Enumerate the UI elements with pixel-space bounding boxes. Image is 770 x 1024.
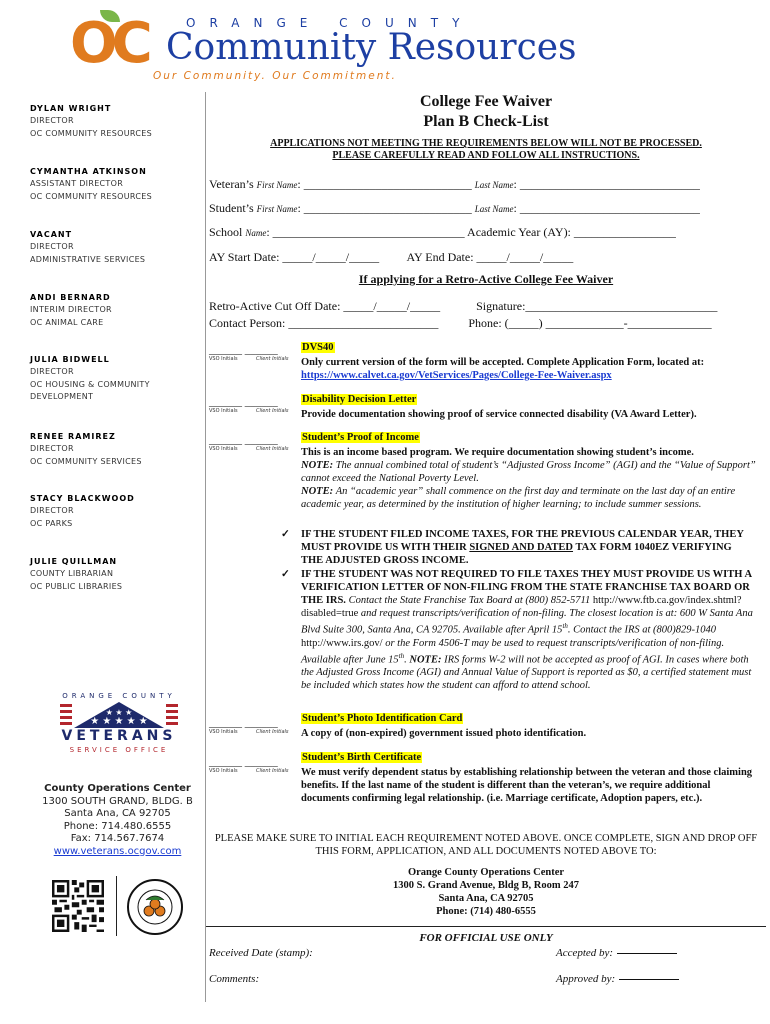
approved-by-label: Approved by: xyxy=(556,973,616,985)
county-seal-icon xyxy=(126,878,184,936)
retro-cutoff-row xyxy=(209,299,717,314)
accepted-by-field[interactable] xyxy=(556,947,677,959)
staff-title: DIRECTOR xyxy=(30,116,74,125)
official-use-divider xyxy=(206,926,766,927)
school-name-field[interactable]: : ________________________________ xyxy=(266,225,465,239)
phone-area-code-field[interactable]: _____ xyxy=(508,316,539,330)
staff-entry xyxy=(30,555,122,593)
disability-text: Provide documentation showing proof of service connected disability (VA Award Letter). xyxy=(301,409,697,420)
oc-logo xyxy=(70,11,147,76)
staff-dept: OC COMMUNITY SERVICES xyxy=(30,456,142,466)
staff-title: COUNTY LIBRARIAN xyxy=(30,569,114,578)
accepted-by-label: Accepted by: xyxy=(556,947,614,959)
staff-name: STACY BLACKWOOD xyxy=(30,494,135,503)
staff-dept: OC PARKS xyxy=(30,518,73,528)
last-name-label: Last Name xyxy=(474,204,514,214)
requirement-title: Student’s Proof of Income xyxy=(302,432,419,443)
checklist-text xyxy=(301,528,756,567)
initials-block xyxy=(209,717,299,735)
ftb-link[interactable]: http://www.ftb.ca.gov/index.shtml?disabled=true xyxy=(301,595,742,619)
note-label: NOTE: xyxy=(301,486,334,497)
staff-title: DIRECTOR xyxy=(30,367,74,376)
initials-labels xyxy=(209,408,303,414)
superscript-th: th xyxy=(398,651,405,660)
veteran-first-name-field[interactable]: : ____________________________ xyxy=(297,177,472,191)
student-name-row xyxy=(209,201,700,216)
requirement-title: Student’s Birth Certificate xyxy=(302,752,422,763)
warning-notice xyxy=(206,138,766,161)
first-name-label: First Name xyxy=(256,204,298,214)
veterans-logo-title: VETERANS xyxy=(61,728,177,744)
ops-address-1: 1300 SOUTH GRAND, BLDG. B xyxy=(42,795,193,807)
veteran-label: Veteran’s xyxy=(209,177,254,191)
staff-dept: OC HOUSING & COMMUNITY xyxy=(30,379,150,389)
checkmark-icon: ✓ xyxy=(281,569,290,580)
requirement-title: Student’s Photo Identification Card xyxy=(302,713,463,724)
staff-name: JULIA BIDWELL xyxy=(30,355,110,364)
initials-block xyxy=(209,756,299,774)
staff-name: RENEE RAMIREZ xyxy=(30,432,116,441)
non-filing-note-c: . Contact the IRS at (800)829-1040 xyxy=(567,624,717,636)
phone-number-field[interactable]: ) _____________-______________ xyxy=(538,316,712,330)
income-text: This is an income based program. We require documentation showing student’s income. xyxy=(301,447,694,458)
client-initials-label: Client Initials xyxy=(256,356,289,362)
logo-title: Community Resources xyxy=(166,27,577,68)
staff-name: CYMANTHA ATKINSON xyxy=(30,167,147,176)
oc-logo-text: OC xyxy=(70,11,147,76)
ay-dates-row xyxy=(209,250,573,265)
logo-county: ORANGE COUNTY xyxy=(186,16,474,30)
requirement-title: DVS40 xyxy=(302,342,334,353)
initials-fields[interactable]: ______ ______ xyxy=(209,756,278,768)
staff-title: DIRECTOR xyxy=(30,242,74,251)
requirement-text xyxy=(301,727,756,740)
note-label: NOTE: xyxy=(409,654,442,665)
title-line-1: College Fee Waiver xyxy=(419,93,553,110)
svg-text:★ ★ ★: ★ ★ ★ xyxy=(105,708,133,717)
staff-dept: OC COMMUNITY RESOURCES xyxy=(30,128,152,138)
staff-entry xyxy=(30,102,152,140)
staff-dept: OC COMMUNITY RESOURCES xyxy=(30,191,152,201)
non-filing-note-a: Contact the State Franchise Tax Board at (800) 852-5711 xyxy=(345,595,593,606)
staff-name: ANDI BERNARD xyxy=(30,293,111,302)
income-note-2: An “academic year” shall commence on the first day and terminate on the last day of an entire academic year, as determined by the institution of higher learning; to include summer sessions. xyxy=(301,486,736,510)
staff-entry xyxy=(30,291,112,329)
initials-labels xyxy=(209,729,303,735)
staff-dept: OC PUBLIC LIBRARIES xyxy=(30,581,123,591)
requirement-title: Disability Decision Letter xyxy=(302,394,417,405)
operations-center-info xyxy=(30,783,205,858)
dropoff-address xyxy=(206,866,766,918)
filed-taxes-text-a: IF THE STUDENT FILED INCOME TAXES, FOR THE PREVIOUS CALENDAR YEAR, THEY MUST PROVIDE US WITH THEIR xyxy=(301,529,744,553)
ops-website-link[interactable]: www.veterans.ocgov.com xyxy=(53,845,182,857)
staff-entry xyxy=(30,228,145,266)
page-header xyxy=(70,10,710,84)
school-row xyxy=(209,225,676,240)
retro-active-heading: If applying for a Retro-Active College Fee Waiver xyxy=(358,272,614,286)
veterans-logo xyxy=(60,692,178,762)
warning-line-2: PLEASE CAREFULLY READ AND FOLLOW ALL INSTRUCTIONS. xyxy=(332,149,640,161)
phone-label: Phone: ( xyxy=(468,316,509,330)
staff-title: DIRECTOR xyxy=(30,444,74,453)
address-line-2: 1300 S. Grand Avenue, Bldg B, Room 247 xyxy=(393,880,579,891)
warning-line-1: APPLICATIONS NOT MEETING THE REQUIREMENTS BELOW WILL NOT BE PROCESSED. xyxy=(270,138,702,149)
staff-dept: OC ANIMAL CARE xyxy=(30,317,104,327)
calvet-link[interactable]: https://www.calvet.ca.gov/VetServices/Pages/College-Fee-Waiver.aspx xyxy=(301,370,612,381)
initials-fields[interactable]: ______ ______ xyxy=(209,396,278,408)
academic-year-field[interactable]: Academic Year (AY): _________________ xyxy=(467,225,676,239)
filed-taxes-text-b: TAX FORM 1040EZ VERIFYING THE ADJUSTED GROSS INCOME. xyxy=(301,542,732,566)
school-name-label: Name xyxy=(245,228,267,238)
initials-block xyxy=(209,396,299,414)
vso-initials-label: VSO Initials xyxy=(209,768,238,774)
student-label: Student’s xyxy=(209,201,254,215)
ops-phone: Phone: 714.480.6555 xyxy=(63,820,172,832)
flag-icon xyxy=(60,702,178,728)
staff-entry xyxy=(30,165,152,203)
address-line-3: Santa Ana, CA 92705 xyxy=(438,893,534,904)
logo-tagline: Our Community. Our Commitment. xyxy=(153,70,397,82)
ops-title: County Operations Center xyxy=(44,783,191,794)
vso-initials-label: VSO Initials xyxy=(209,408,238,414)
ops-fax: Fax: 714.567.7674 xyxy=(70,833,165,844)
staff-title: INTERIM DIRECTOR xyxy=(30,305,112,314)
veteran-name-row xyxy=(209,177,700,192)
filed-taxes-underlined: SIGNED AND DATED xyxy=(469,542,574,553)
non-filing-text: IF THE STUDENT WAS NOT REQUIRED TO FILE TAXES THEY MUST PROVIDE US WITH A VERIFICATION LETTER OF NON-FILING FROM THE STATE FRANCHISE TAX BOARD OR THE IRS. xyxy=(301,569,752,606)
checkmark-icon: ✓ xyxy=(281,529,290,540)
initials-fields[interactable]: ______ ______ xyxy=(209,434,278,446)
page-title xyxy=(206,92,766,132)
non-filing-note-b: and request transcripts/verification of non-filing. The closest location is at: 600 W Santa Ana Blvd Suite 300, Santa Ana, CA 92705. Available after April 15 xyxy=(301,608,753,636)
veterans-logo-county: ORANGE COUNTY xyxy=(62,692,176,700)
title-line-2: Plan B Check-List xyxy=(423,113,549,130)
ops-address-2: Santa Ana, CA 92705 xyxy=(64,808,171,819)
initials-fields[interactable]: ______ ______ xyxy=(209,717,278,729)
received-date-field xyxy=(209,947,313,959)
requirement-text xyxy=(301,766,756,805)
staff-entry xyxy=(30,492,135,530)
client-initials-label: Client Initials xyxy=(256,729,289,735)
photo-id-text: A copy of (non-expired) government issued photo identification. xyxy=(301,728,587,739)
qr-code-icon xyxy=(52,880,104,932)
veterans-logo-subtitle: SERVICE OFFICE xyxy=(69,746,169,754)
client-initials-label: Client Initials xyxy=(256,408,289,414)
vso-initials-label: VSO Initials xyxy=(209,729,238,735)
initials-labels xyxy=(209,446,303,452)
staff-dept: ADMINISTRATIVE SERVICES xyxy=(30,254,146,264)
approved-by-field[interactable] xyxy=(556,973,679,985)
irs-link[interactable]: http://www.irs.gov/ xyxy=(301,637,383,649)
dvs40-text: Only current version of the form will be accepted. Complete Application Form, located at: xyxy=(301,357,705,368)
contact-row xyxy=(209,316,712,331)
first-name-label: First Name xyxy=(256,180,298,190)
seal-divider xyxy=(116,876,117,936)
contact-person-field[interactable]: Contact Person: _________________________ xyxy=(209,316,439,330)
ay-start-date-field[interactable]: AY Start Date: _____/_____/_____ xyxy=(209,250,380,264)
ay-end-date-field[interactable]: AY End Date: _____/_____/_____ xyxy=(406,250,574,264)
non-filing-note-d: or the Form 4506-T may be used to request transcripts/verification of non-filing. Available after June 15 xyxy=(301,637,725,665)
initials-labels xyxy=(209,768,303,774)
staff-title: DIRECTOR xyxy=(30,506,74,515)
requirement-text xyxy=(301,446,756,511)
last-name-label: Last Name xyxy=(474,180,514,190)
staff-name: VACANT xyxy=(30,230,73,239)
non-filing-note-3: IRS forms W-2 will not be accepted as proof of AGI. In cases where both the Adjusted Gross Income (AGI) and Annual Value of Support is reported as $0, a certified statement must be included which states how the student can afford to attend school. xyxy=(301,654,752,691)
retro-cutoff-field[interactable]: Retro-Active Cut Off Date: _____/_____/_____ xyxy=(209,299,441,313)
note-label: NOTE: xyxy=(301,460,334,471)
student-first-name-field[interactable]: : ____________________________ xyxy=(297,201,472,215)
initials-block xyxy=(209,344,299,362)
comments-label: Comments: xyxy=(209,973,260,985)
non-filing-note-e: . xyxy=(404,654,410,665)
staff-name: DYLAN WRIGHT xyxy=(30,104,112,113)
staff-title: ASSISTANT DIRECTOR xyxy=(30,179,124,188)
vso-initials-label: VSO Initials xyxy=(209,446,238,452)
official-use-heading: FOR OFFICIAL USE ONLY xyxy=(419,932,553,944)
staff-name: JULIE QUILLMAN xyxy=(30,557,118,566)
initials-fields[interactable]: ______ ______ xyxy=(209,344,278,356)
signature-field[interactable]: Signature:________________________________ xyxy=(476,299,718,313)
initials-labels xyxy=(209,356,303,362)
requirement-text xyxy=(301,356,756,382)
vso-initials-label: VSO Initials xyxy=(209,356,238,362)
staff-dept: DEVELOPMENT xyxy=(30,392,94,401)
requirement-text xyxy=(301,408,756,421)
income-note-1: The annual combined total of student’s “Adjusted Gross Income” (AGI) and the “Value of Support” cannot exceed the National Poverty Level. xyxy=(301,460,756,484)
school-label: School xyxy=(209,225,243,239)
svg-text:★ ★ ★ ★ ★: ★ ★ ★ ★ ★ xyxy=(90,716,148,727)
received-date-label: Received Date (stamp): xyxy=(209,947,313,959)
comments-field[interactable] xyxy=(209,973,259,985)
veteran-last-name-field[interactable]: : ______________________________ xyxy=(513,177,700,191)
initials-block xyxy=(209,434,299,452)
staff-entry xyxy=(30,353,150,404)
student-last-name-field[interactable]: : ______________________________ xyxy=(513,201,700,215)
birth-certificate-text: We must verify dependent status by establishing relationship between the veteran and those claiming benefits. If the last name of the student is different than the veteran’s, we require additional documents confirming legal relationship. (i.e. Marriage certificate, Adoption papers, etc.). xyxy=(301,767,753,804)
address-line-1: Orange County Operations Center xyxy=(407,867,565,878)
client-initials-label: Client Initials xyxy=(256,446,289,452)
superscript-th: th xyxy=(562,622,568,630)
address-line-4: Phone: (714) 480-6555 xyxy=(436,906,536,917)
client-initials-label: Client Initials xyxy=(256,768,289,774)
checklist-text xyxy=(301,568,756,692)
staff-entry xyxy=(30,430,142,468)
final-instructions: PLEASE MAKE SURE TO INITIAL EACH REQUIREMENT NOTED ABOVE. ONCE COMPLETE, SIGN AND DROP OFF THIS FORM, APPLICATION, AND ALL DOCUMENTS NOTED ABOVE TO: xyxy=(214,833,758,857)
